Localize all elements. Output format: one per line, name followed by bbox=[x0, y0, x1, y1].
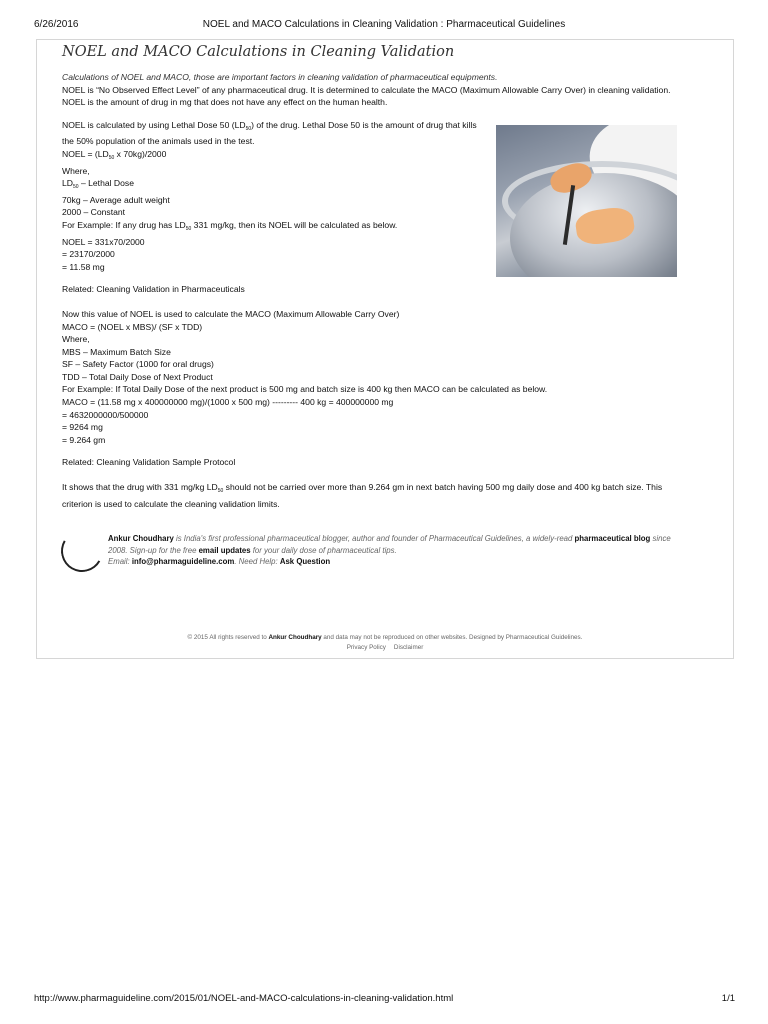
print-page-number: 1/1 bbox=[721, 993, 735, 1004]
article-title: NOEL and MACO Calculations in Cleaning Validation bbox=[62, 44, 455, 60]
related-link-2[interactable]: Related: Cleaning Validation Sample Protocol bbox=[62, 457, 236, 468]
ask-question-link[interactable]: Ask Question bbox=[279, 557, 331, 566]
noel-step-1: NOEL = 331x70/2000 bbox=[62, 236, 145, 247]
noel-formula: NOEL = ($LD_{50}$ x 70kg)/2000 bbox=[62, 148, 167, 161]
email-link[interactable]: info@pharmaguideline.com bbox=[131, 557, 235, 566]
print-url: http://www.pharmaguideline.com/2015/01/NOEL-and-MACO-calculations-in-cleaning-validation.html bbox=[34, 993, 454, 1004]
site-footer: © 2015 All rights reserved to Ankur Choudhary and data may not be reproduced on other websites. Designed by Pharmaceutical Guidelines. Privacy Policy Disclaimer bbox=[187, 634, 583, 651]
mbs-definition: MBS – Maximum Batch Size bbox=[62, 346, 171, 357]
blog-link[interactable]: pharmaceutical blog bbox=[574, 534, 651, 543]
noel-example: For Example: If any drug has $LD_{50}$ 331 mg/kg, then its NOEL will be calculated as below. bbox=[62, 219, 398, 232]
email-updates-link[interactable]: email updates bbox=[198, 545, 251, 555]
where-label: Where, bbox=[62, 165, 90, 176]
privacy-policy-link[interactable]: Privacy Policy bbox=[346, 644, 386, 651]
maco-step-1: MACO = (11.58 mg x 400000000 mg)/(1000 x 500 mg) --------- 400 kg = 400000000 mg bbox=[62, 397, 394, 408]
noel-step-3: = 11.58 mg bbox=[62, 261, 105, 272]
maco-intro: Now this value of NOEL is used to calculate the MACO (Maximum Allowable Carry Over) bbox=[62, 308, 400, 319]
constant-definition: 2000 – Constant bbox=[62, 207, 126, 218]
weight-definition: 70kg – Average adult weight bbox=[62, 194, 170, 205]
footer-author-link[interactable]: Ankur Choudhary bbox=[268, 634, 322, 641]
print-page-title: NOEL and MACO Calculations in Cleaning Validation : Pharmaceutical Guidelines bbox=[202, 19, 566, 30]
author-box: Ankur Choudhary is India's first professional pharmaceutical blogger, author and founder of Pharmaceutical Guidelines, a widely-read pharmaceutical blog since 2008. Sign-up for the free email updates for your daily dose of pharmaceutical tips. Email: info@pharmaguideline.com. Need Help: Ask Question bbox=[108, 534, 671, 566]
noel-step-2: = 23170/2000 bbox=[62, 249, 115, 260]
maco-example: For Example: If Total Daily Dose of the next product is 500 mg and batch size is 400 kg then MACO can be calculated as below. bbox=[62, 384, 548, 395]
maco-step-2: = 4632000000/500000 bbox=[62, 409, 149, 420]
noel-definition: NOEL is “No Observed Effect Level” of any pharmaceutical drug. It is determined to calculate the MACO (Maximum Allowable Carry Over) in cleaning validation. NOEL is the amount of drug in mg that does not have any effect on the human health. bbox=[62, 84, 671, 108]
print-date: 6/26/2016 bbox=[34, 19, 79, 30]
ld-definition: $LD_{50}$ – Lethal Dose bbox=[62, 178, 134, 191]
article-body bbox=[62, 41, 692, 510]
sf-definition: SF – Safety Factor (1000 for oral drugs) bbox=[62, 359, 214, 370]
where-label-2: Where, bbox=[62, 334, 90, 345]
article-intro: Calculations of NOEL and MACO, those are important factors in cleaning validation of pharmaceutical equipments. bbox=[62, 72, 498, 82]
maco-formula: MACO = (NOEL x MBS)/ (SF x TDD) bbox=[62, 321, 203, 332]
maco-step-3: = 9264 mg bbox=[62, 422, 103, 433]
conclusion: It shows that the drug with 331 mg/kg $LD_{50}$ should not be carried over more than 9.264 gm in next batch having 500 mg daily dose and 400 kg batch size. This criterion is used to calculate the cleaning validation limits. bbox=[62, 482, 663, 509]
noel-calc-text: NOEL is calculated by using Lethal Dose 50 $(LD_{50})$ of the drug. Lethal Dose 50 is the amount of drug that kills the 50% population of the animals used in the test. bbox=[62, 119, 477, 147]
author-name[interactable]: Ankur Choudhary bbox=[108, 534, 174, 543]
disclaimer-link[interactable]: Disclaimer bbox=[393, 644, 424, 651]
maco-step-4: = 9.264 gm bbox=[62, 434, 106, 445]
related-link-1[interactable]: Related: Cleaning Validation in Pharmaceuticals bbox=[62, 284, 245, 295]
tdd-definition: TDD – Total Daily Dose of Next Product bbox=[62, 371, 213, 382]
